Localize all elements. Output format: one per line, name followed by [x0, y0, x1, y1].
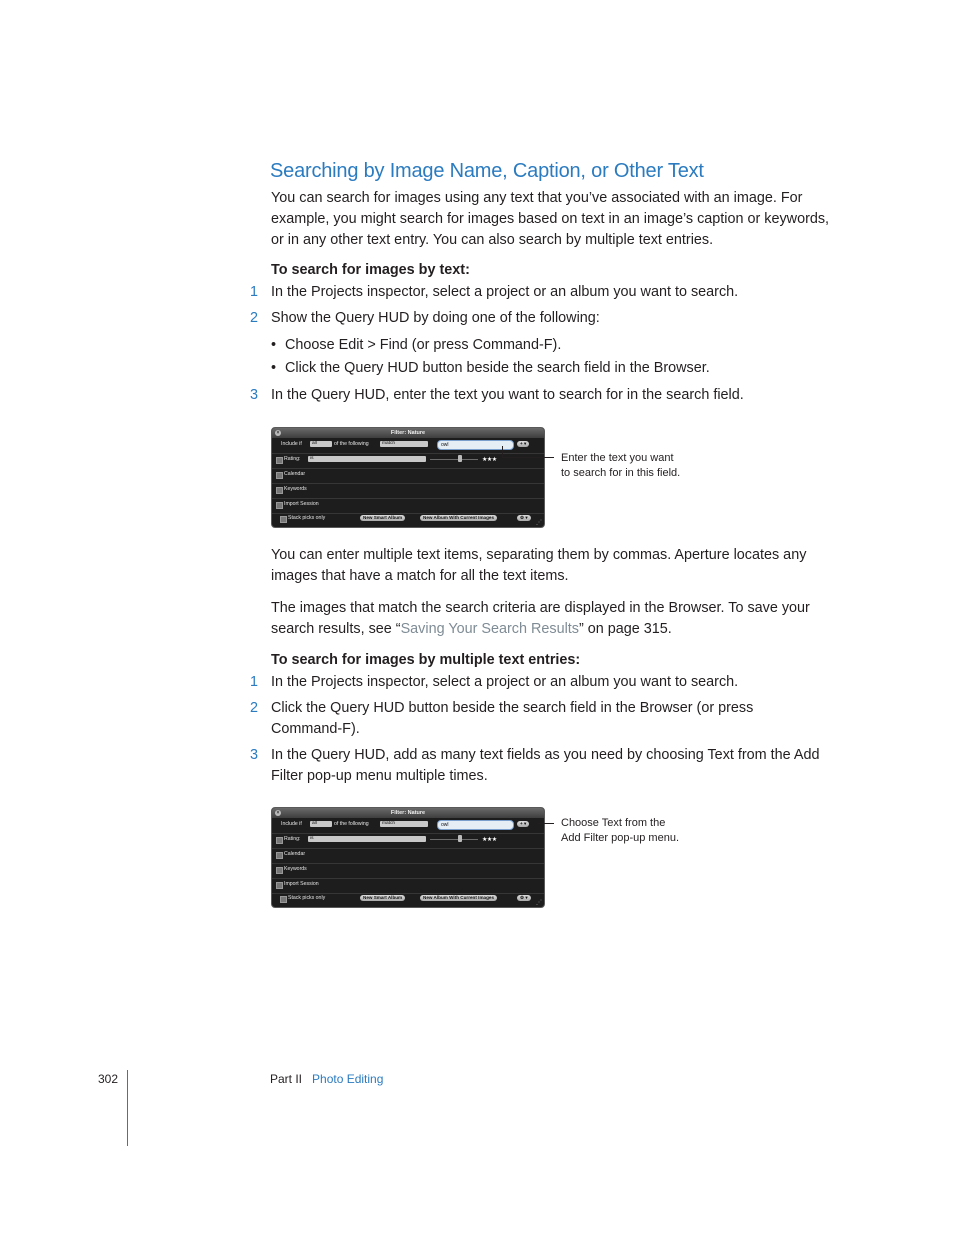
hud-row-rating — [272, 453, 544, 469]
hud-row-rating — [272, 833, 544, 849]
procedure-heading-text: To search for images by multiple text entries: — [271, 652, 581, 668]
para-text: The images that match the search criteria are displayed in the Browser. To save your search results, see “ — [271, 600, 810, 637]
checkbox-icon — [276, 867, 283, 874]
hud-row-keywords — [272, 863, 544, 879]
step-text: In the Projects inspector, select a project or an album you want to search. — [271, 284, 739, 300]
step-text: Click the Query HUD button beside the search field in the Browser (or press Command-F). — [271, 700, 754, 737]
step-number: 3 — [250, 747, 259, 763]
query-hud-screenshot — [271, 427, 545, 528]
hud-title-bar — [272, 428, 544, 438]
footer-rule — [127, 1070, 128, 1146]
resize-grip-icon: ⋰ — [536, 900, 542, 906]
rating-slider-track — [430, 459, 478, 460]
step-1 — [250, 282, 830, 303]
hud-row-import — [272, 878, 544, 894]
keywords-label: Keywords — [284, 866, 307, 872]
gear-icon: ⚙ ▾ — [517, 895, 531, 901]
step-number: 2 — [250, 700, 259, 716]
checkbox-icon — [280, 516, 287, 523]
rating-operator-popup: is — [308, 836, 426, 842]
step-text: In the Projects inspector, select a project or an album you want to search. — [271, 674, 739, 690]
add-filter-icon: + ▾ — [517, 821, 529, 827]
callout-text — [561, 451, 680, 481]
checkbox-icon — [276, 837, 283, 844]
step-number: 3 — [250, 387, 259, 403]
step-2 — [250, 308, 830, 329]
search-field: owl — [437, 440, 514, 450]
of-following-label: of the following — [334, 821, 369, 827]
checkbox-icon — [280, 896, 287, 903]
bullet-text: Click the Query HUD button beside the search field in the Browser. — [285, 360, 710, 376]
hud-row-bottom — [272, 513, 544, 528]
new-album-current-images-button: New Album With Current Images — [420, 895, 497, 901]
step-1 — [250, 672, 830, 693]
checkbox-icon — [276, 852, 283, 859]
all-popup: all — [310, 441, 332, 447]
rating-slider-track — [430, 839, 478, 840]
bullet-text: Choose Edit > Find (or press Command-F). — [285, 337, 562, 353]
rating-label: Rating: — [284, 836, 301, 842]
hud-row-calendar — [272, 468, 544, 484]
callout-text — [561, 816, 679, 846]
resize-grip-icon: ⋰ — [536, 520, 542, 526]
callout-line-1: Choose Text from the — [561, 817, 666, 829]
new-smart-album-button: New Smart Album — [360, 515, 405, 521]
hud-title: Filter: Nature — [390, 810, 426, 816]
para-text: ” on page 315. — [578, 620, 672, 637]
checkbox-icon — [276, 502, 283, 509]
callout-line — [502, 446, 503, 457]
import-session-label: Import Session — [284, 501, 319, 507]
hud-row-calendar — [272, 848, 544, 864]
checkbox-icon — [276, 472, 283, 479]
step-3 — [250, 385, 830, 406]
bullet-item — [271, 335, 831, 355]
step-text: In the Query HUD, add as many text fields as you need by choosing Text from the Add Filter pop-up menu multiple times. — [271, 747, 820, 784]
match-popup: match — [380, 441, 428, 447]
bullet-icon: • — [271, 360, 277, 376]
include-if-label: Include if — [281, 821, 302, 827]
new-album-current-images-button: New Album With Current Images — [420, 515, 497, 521]
multiple-text-paragraph: You can enter multiple text items, separating them by commas. Aperture locates any images that have a match for all the text items. — [271, 547, 807, 584]
section-title: Searching by Image Name, Caption, or Other Text — [270, 160, 704, 182]
hud-title: Filter: Nature — [390, 430, 426, 436]
close-icon: × — [276, 430, 280, 436]
hud-row-include — [272, 438, 544, 454]
rating-stars: ★★★ — [482, 837, 497, 843]
callout-line-1: Enter the text you want — [561, 452, 674, 464]
part-label: Part II — [270, 1072, 303, 1086]
close-icon: × — [276, 810, 280, 816]
step-3 — [250, 745, 830, 787]
rating-stars: ★★★ — [482, 457, 497, 463]
bullet-icon: • — [271, 337, 277, 353]
bullet-item — [271, 358, 831, 378]
callout-line — [538, 823, 554, 824]
gear-icon: ⚙ ▾ — [517, 515, 531, 521]
section-label: Photo Editing — [312, 1072, 384, 1086]
of-following-label: of the following — [334, 441, 369, 447]
keywords-label: Keywords — [284, 486, 307, 492]
hud-row-include — [272, 818, 544, 834]
stack-picks-label: Stack picks only — [288, 895, 326, 901]
step-text: In the Query HUD, enter the text you want to search for in the search field. — [271, 387, 744, 403]
step-2 — [250, 698, 830, 740]
all-popup: all — [310, 821, 332, 827]
intro-paragraph: You can search for images using any text that you’ve associated with an image. For example, you might search for images based on text in an image’s caption or keywords, or in any other text entry. You can also search by multiple text entries. — [271, 190, 830, 248]
hud-title-bar — [272, 808, 544, 818]
step-text: Show the Query HUD by doing one of the following: — [271, 310, 600, 326]
browser-results-paragraph — [271, 598, 831, 640]
callout-line-2: Add Filter pop-up menu. — [561, 832, 680, 844]
rating-slider-knob — [458, 455, 462, 462]
callout-line-2: to search for in this field. — [561, 467, 681, 479]
match-popup: match — [380, 821, 428, 827]
checkbox-icon — [276, 487, 283, 494]
step-number: 2 — [250, 310, 259, 326]
rating-operator-popup: is — [308, 456, 426, 462]
include-if-label: Include if — [281, 441, 302, 447]
query-hud-screenshot — [271, 807, 545, 908]
add-filter-icon: + ▾ — [517, 441, 529, 447]
step-number: 1 — [250, 284, 259, 300]
procedure-heading-text: To search for images by text: — [271, 262, 470, 278]
footer-part — [270, 1072, 383, 1086]
search-field: owl — [437, 820, 514, 830]
checkbox-icon — [276, 457, 283, 464]
new-smart-album-button: New Smart Album — [360, 895, 405, 901]
import-session-label: Import Session — [284, 881, 319, 887]
callout-line — [502, 457, 554, 458]
rating-slider-knob — [458, 835, 462, 842]
page-number: 302 — [98, 1072, 119, 1086]
stack-picks-label: Stack picks only — [288, 515, 326, 521]
calendar-label: Calendar — [284, 851, 306, 857]
step-number: 1 — [250, 674, 259, 690]
checkbox-icon — [276, 882, 283, 889]
saving-search-results-link[interactable]: Saving Your Search Results — [400, 620, 579, 637]
hud-row-import — [272, 498, 544, 514]
calendar-label: Calendar — [284, 471, 306, 477]
hud-row-bottom — [272, 893, 544, 908]
rating-label: Rating: — [284, 456, 301, 462]
hud-row-keywords — [272, 483, 544, 499]
